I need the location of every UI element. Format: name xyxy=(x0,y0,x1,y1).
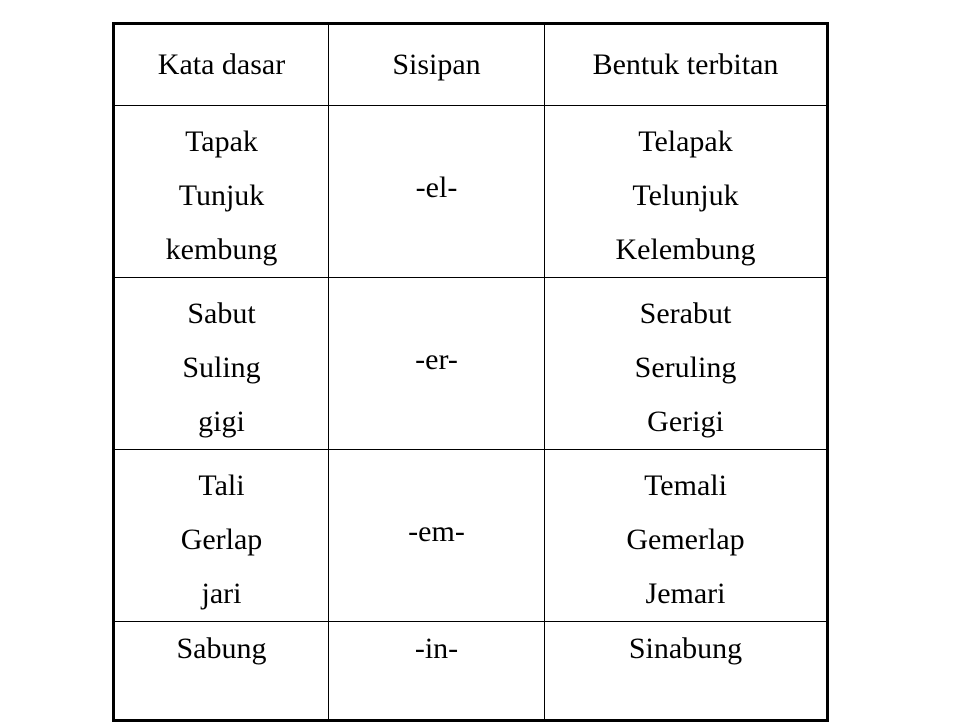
bentuk-terbitan-word: Gemerlap xyxy=(626,523,745,556)
bentuk-terbitan-cell xyxy=(545,450,828,622)
kata-dasar-cell xyxy=(114,106,329,278)
header-bentuk-terbitan: Bentuk terbitan xyxy=(545,24,828,106)
bentuk-terbitan-cell xyxy=(545,278,828,450)
kata-dasar-cell xyxy=(114,622,329,721)
header-row xyxy=(114,24,828,106)
sisipan-cell xyxy=(329,622,545,721)
header-kata-dasar: Kata dasar xyxy=(114,24,329,106)
table-body xyxy=(114,106,828,721)
sisipan-cell xyxy=(329,278,545,450)
sisipan-infix: -er- xyxy=(415,342,458,376)
bentuk-terbitan-word: Jemari xyxy=(645,577,726,610)
table-row xyxy=(114,450,828,622)
bentuk-terbitan-word: Telunjuk xyxy=(632,179,739,212)
table-header xyxy=(114,24,828,106)
bentuk-terbitan-word: Seruling xyxy=(634,351,737,384)
kata-dasar-word: Suling xyxy=(182,351,261,384)
sisipan-infix: -in- xyxy=(414,632,459,665)
sisipan-cell xyxy=(329,106,545,278)
bentuk-terbitan-word: Temali xyxy=(644,469,727,502)
sisipan-cell xyxy=(329,450,545,622)
bentuk-terbitan-word: Kelembung xyxy=(615,233,756,266)
bentuk-terbitan-word: Sinabung xyxy=(628,632,743,665)
kata-dasar-word: Sabut xyxy=(187,297,256,330)
bentuk-terbitan-word: Gerigi xyxy=(647,405,724,438)
kata-dasar-word: Gerlap xyxy=(180,523,263,556)
kata-dasar-word: Tapak xyxy=(185,125,258,158)
bentuk-terbitan-cell xyxy=(545,622,828,721)
kata-dasar-word: Tali xyxy=(198,469,245,502)
sisipan-infix: -el- xyxy=(415,170,458,204)
kata-dasar-cell xyxy=(114,278,329,450)
kata-dasar-word: jari xyxy=(201,577,242,610)
bentuk-terbitan-word: Telapak xyxy=(638,125,733,158)
kata-dasar-word: Tunjuk xyxy=(178,179,265,212)
bentuk-terbitan-word: Serabut xyxy=(639,297,732,330)
kata-dasar-word: gigi xyxy=(198,405,245,438)
kata-dasar-cell xyxy=(114,450,329,622)
table-row xyxy=(114,278,828,450)
kata-dasar-word: kembung xyxy=(165,233,278,266)
bentuk-terbitan-cell xyxy=(545,106,828,278)
infix-word-table xyxy=(112,22,829,722)
table-row xyxy=(114,106,828,278)
table-row xyxy=(114,622,828,721)
header-sisipan: Sisipan xyxy=(329,24,545,106)
sisipan-infix: -em- xyxy=(408,514,465,548)
kata-dasar-word: Sabung xyxy=(176,632,267,665)
